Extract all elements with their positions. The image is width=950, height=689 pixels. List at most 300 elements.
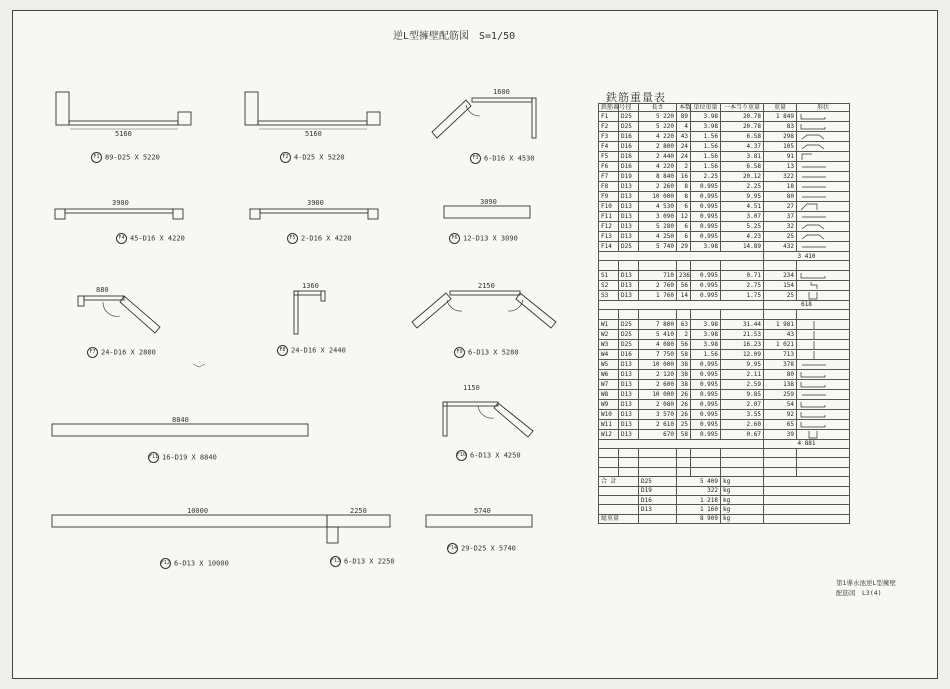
label-f14: F14 29-D25 X 5740 <box>448 544 516 553</box>
label-f12: F12 6-D13 X 10000 <box>161 559 229 568</box>
summary-unit: kg <box>721 486 764 495</box>
table-cell: 9.85 <box>721 389 764 399</box>
table-cell: 2 <box>677 329 691 339</box>
shape-cell <box>797 409 850 419</box>
table-cell: 0.995 <box>691 429 721 439</box>
table-cell: 43 <box>677 132 691 142</box>
shape-cell <box>797 419 850 429</box>
table-cell: W9 <box>599 399 619 409</box>
shape-cell <box>797 319 850 329</box>
table-cell: 20.12 <box>721 172 764 182</box>
shape-cell <box>797 369 850 379</box>
blank-cell <box>764 458 797 467</box>
subtotal-spacer <box>599 439 764 448</box>
table-cell: 105 <box>764 142 797 152</box>
shape-cell <box>797 280 850 290</box>
table-cell: 10 000 <box>639 389 677 399</box>
blank-cell <box>677 458 691 467</box>
table-cell: W6 <box>599 369 619 379</box>
table-cell: 0.71 <box>721 270 764 280</box>
shape-f4 <box>55 209 183 219</box>
shape-cell <box>797 329 850 339</box>
dim-f9: 2150 <box>478 282 495 290</box>
label-f5: F5 2-D16 X 4220 <box>287 233 352 244</box>
subtotal-spacer <box>599 300 764 309</box>
title-block-line2: 配筋図 L3(4) <box>836 589 882 597</box>
blank-cell <box>639 310 677 319</box>
dim-f4: 3900 <box>112 199 129 207</box>
shape-cell <box>797 212 850 222</box>
label-f9: F9 6-D13 X 5280 <box>454 347 519 358</box>
table-row <box>599 242 850 252</box>
table-row <box>599 142 850 152</box>
subtotal-row <box>599 300 850 309</box>
table-cell: 18 <box>764 182 797 192</box>
table-cell: F9 <box>599 192 619 202</box>
table-cell: F8 <box>599 182 619 192</box>
blank-cell <box>797 448 850 457</box>
shape-f6 <box>444 206 530 218</box>
table-row <box>599 192 850 202</box>
table-cell: 710 <box>639 270 677 280</box>
table-cell: 25 <box>764 290 797 300</box>
table-cell: 0.995 <box>691 379 721 389</box>
table-cell: 0.995 <box>691 290 721 300</box>
table-cell: 9.95 <box>721 359 764 369</box>
shape-cell <box>797 182 850 192</box>
blank-cell <box>691 458 721 467</box>
blank-cell <box>639 458 677 467</box>
table-row <box>599 122 850 132</box>
shape-cell <box>797 399 850 409</box>
table-cell: 3.07 <box>721 212 764 222</box>
table-cell: 0.995 <box>691 369 721 379</box>
table-cell: 4 530 <box>639 202 677 212</box>
shape-cell <box>797 202 850 212</box>
summary-unit: kg <box>721 495 764 504</box>
table-cell: W3 <box>599 339 619 349</box>
table-cell: D13 <box>619 212 639 222</box>
blank-cell <box>599 458 619 467</box>
shape-cell <box>797 349 850 359</box>
table-cell: 14 <box>677 290 691 300</box>
summary-label: 総重量 <box>599 514 639 523</box>
table-cell: F1 <box>599 112 619 122</box>
shape-cell <box>797 429 850 439</box>
table-cell: S3 <box>599 290 619 300</box>
table-row <box>599 162 850 172</box>
table-cell: F10 <box>599 202 619 212</box>
blank-cell <box>677 310 691 319</box>
label-f7: F7 24-D16 X 2800 <box>87 347 156 358</box>
table-cell: 26 <box>677 409 691 419</box>
blank-cell <box>599 310 619 319</box>
blank-cell <box>677 261 691 270</box>
table-cell: 5 740 <box>639 242 677 252</box>
blank-cell <box>797 310 850 319</box>
summary-dia <box>639 514 677 523</box>
dim-f14: 5740 <box>474 507 491 515</box>
table-row <box>599 409 850 419</box>
table-row <box>599 290 850 300</box>
table-cell: 3 570 <box>639 409 677 419</box>
table-cell: 5 280 <box>639 222 677 232</box>
table-cell: F12 <box>599 222 619 232</box>
summary-label: 合 計 <box>599 477 639 486</box>
table-cell: 38 <box>677 369 691 379</box>
shape-cell <box>797 122 850 132</box>
table-cell: 2.25 <box>691 172 721 182</box>
table-cell: 32 <box>764 222 797 232</box>
header-cell: 重量 <box>764 104 797 112</box>
table-cell: 13 <box>764 162 797 172</box>
table-cell: 5 220 <box>639 112 677 122</box>
table-cell: 322 <box>764 172 797 182</box>
table-row <box>599 349 850 359</box>
table-body <box>599 112 850 524</box>
table-cell: 1 981 <box>764 319 797 329</box>
table-cell: 5 410 <box>639 329 677 339</box>
table-cell: D25 <box>619 112 639 122</box>
shape-cell <box>797 112 850 122</box>
summary-label <box>599 505 639 514</box>
blank-cell <box>619 467 639 476</box>
label-f8: F8 24-D16 X 2440 <box>277 345 346 356</box>
table-title: 鉄筋重量表 <box>606 91 666 104</box>
table-cell: 4 <box>677 122 691 132</box>
table-cell: 1 760 <box>639 290 677 300</box>
dim-f13: 2250 <box>350 507 367 515</box>
table-cell: 1.56 <box>691 349 721 359</box>
table-cell: 58 <box>677 429 691 439</box>
table-cell: 259 <box>764 389 797 399</box>
blank-cell <box>764 467 797 476</box>
blank-row <box>599 448 850 457</box>
table-cell: 4 220 <box>639 132 677 142</box>
table-cell: F4 <box>599 142 619 152</box>
summary-spacer <box>764 477 850 486</box>
table-cell: D13 <box>619 379 639 389</box>
table-cell: 2 120 <box>639 369 677 379</box>
dim-f6: 3090 <box>480 198 497 206</box>
summary-row <box>599 486 850 495</box>
summary-row <box>599 505 850 514</box>
table-cell: 234 <box>764 270 797 280</box>
blank-cell <box>797 458 850 467</box>
subtotal-value: 3 410 <box>764 252 850 261</box>
table-cell: 26 <box>677 399 691 409</box>
table-cell: 0.995 <box>691 270 721 280</box>
table-row <box>599 319 850 329</box>
table-cell: D13 <box>619 222 639 232</box>
blank-cell <box>721 310 764 319</box>
blank-cell <box>691 261 721 270</box>
table-row <box>599 112 850 122</box>
table-cell: W1 <box>599 319 619 329</box>
table-cell: D16 <box>619 152 639 162</box>
summary-spacer <box>764 514 850 523</box>
summary-row <box>599 495 850 504</box>
shape-f13 <box>327 515 390 543</box>
table-cell: D13 <box>619 290 639 300</box>
table-cell: 8 840 <box>639 172 677 182</box>
table-cell: D16 <box>619 142 639 152</box>
table-cell: F13 <box>599 232 619 242</box>
table-cell: 1 849 <box>764 112 797 122</box>
table-cell: D16 <box>619 162 639 172</box>
table-cell: D13 <box>619 270 639 280</box>
table-cell: W5 <box>599 359 619 369</box>
table-cell: 3.98 <box>691 112 721 122</box>
table-cell: 8 <box>677 182 691 192</box>
subtotal-value: 618 <box>764 300 850 309</box>
header-cell: 単位重量 <box>691 104 721 112</box>
table-cell: 3.98 <box>691 242 721 252</box>
shape-f12 <box>52 515 327 527</box>
table-cell: 3.98 <box>691 122 721 132</box>
table-cell: 5 220 <box>639 122 677 132</box>
table-cell: D25 <box>619 319 639 329</box>
blank-cell <box>721 448 764 457</box>
summary-label <box>599 486 639 495</box>
shape-cell <box>797 192 850 202</box>
blank-cell <box>691 310 721 319</box>
shape-f7 <box>78 296 160 333</box>
table-row <box>599 232 850 242</box>
summary-weight: 5 409 <box>677 477 721 486</box>
shape-cell <box>797 359 850 369</box>
table-cell: D13 <box>619 359 639 369</box>
table-cell: 6 <box>677 202 691 212</box>
table-cell: 83 <box>764 122 797 132</box>
header-cell: 本数 <box>677 104 691 112</box>
table-cell: 2 600 <box>639 379 677 389</box>
table-cell: 0.995 <box>691 389 721 399</box>
table-cell: 4.37 <box>721 142 764 152</box>
table-cell: 26 <box>677 389 691 399</box>
table-header-row <box>599 104 850 112</box>
header-cell: 鉄筋番号 <box>599 104 619 112</box>
shape-cell <box>797 270 850 280</box>
summary-dia: D25 <box>639 477 677 486</box>
table-cell: 3.98 <box>691 329 721 339</box>
shape-f9 <box>412 291 556 328</box>
table-cell: D16 <box>619 132 639 142</box>
table-cell: 12.09 <box>721 349 764 359</box>
table-cell: 1 021 <box>764 339 797 349</box>
table-row <box>599 369 850 379</box>
table-cell: W11 <box>599 419 619 429</box>
summary-dia: D16 <box>639 495 677 504</box>
blank-cell <box>599 448 619 457</box>
table-cell: 3.98 <box>691 339 721 349</box>
table-cell: W4 <box>599 349 619 359</box>
table-row <box>599 280 850 290</box>
blank-cell <box>691 448 721 457</box>
table-cell: 2.59 <box>721 379 764 389</box>
table-cell: F7 <box>599 172 619 182</box>
table-cell: 10 000 <box>639 192 677 202</box>
shape-cell <box>797 132 850 142</box>
table-cell: 3 090 <box>639 212 677 222</box>
shape-f3 <box>432 98 536 138</box>
table-cell: D13 <box>619 429 639 439</box>
table-cell: D25 <box>619 122 639 132</box>
table-cell: D25 <box>619 329 639 339</box>
table-cell: 56 <box>677 339 691 349</box>
table-cell: W7 <box>599 379 619 389</box>
table-row <box>599 429 850 439</box>
table-cell: D13 <box>619 280 639 290</box>
table-cell: 21.53 <box>721 329 764 339</box>
summary-spacer <box>764 495 850 504</box>
blank-row <box>599 458 850 467</box>
table-row <box>599 172 850 182</box>
header-cell: 径 <box>619 104 639 112</box>
table-cell: F11 <box>599 212 619 222</box>
shape-cell <box>797 339 850 349</box>
table-cell: 2.11 <box>721 369 764 379</box>
subtotal-row <box>599 439 850 448</box>
table-cell: W2 <box>599 329 619 339</box>
blank-cell <box>691 467 721 476</box>
table-cell: 12 <box>677 212 691 222</box>
summary-spacer <box>764 505 850 514</box>
table-cell: 1.75 <box>721 290 764 300</box>
table-cell: 31.44 <box>721 319 764 329</box>
table-cell: 56 <box>677 280 691 290</box>
table-row <box>599 419 850 429</box>
table-cell: 92 <box>764 409 797 419</box>
table-cell: 670 <box>639 429 677 439</box>
table-cell: 37 <box>764 212 797 222</box>
shape-f11 <box>52 424 308 436</box>
table-cell: 9.95 <box>721 192 764 202</box>
table-cell: S1 <box>599 270 619 280</box>
table-cell: 89 <box>677 112 691 122</box>
dim-f1: 5160 <box>115 130 132 138</box>
table-row <box>599 329 850 339</box>
table-cell: 378 <box>764 359 797 369</box>
summary-weight: 1 160 <box>677 505 721 514</box>
blank-cell <box>677 467 691 476</box>
table-cell: 5.25 <box>721 222 764 232</box>
table-cell: 80 <box>764 369 797 379</box>
table-cell: 0.995 <box>691 202 721 212</box>
table-cell: 2 <box>677 162 691 172</box>
blank-cell <box>764 448 797 457</box>
summary-unit: kg <box>721 477 764 486</box>
table-row <box>599 270 850 280</box>
shape-f1 <box>56 92 191 129</box>
table-row <box>599 182 850 192</box>
table-cell: 6.58 <box>721 132 764 142</box>
table-cell: 1.56 <box>691 142 721 152</box>
table-cell: 1.56 <box>691 162 721 172</box>
summary-unit: kg <box>721 514 764 523</box>
table-cell: 4.51 <box>721 202 764 212</box>
table-cell: F2 <box>599 122 619 132</box>
label-f11: F11 16-D19 X 8840 <box>149 453 217 462</box>
table-row <box>599 339 850 349</box>
summary-row <box>599 514 850 523</box>
table-row <box>599 152 850 162</box>
table-row <box>599 399 850 409</box>
table-cell: 0.995 <box>691 409 721 419</box>
table-cell: D13 <box>619 419 639 429</box>
table-cell: 20.78 <box>721 122 764 132</box>
blank-cell <box>677 448 691 457</box>
dim-f5: 3900 <box>307 199 324 207</box>
table-row <box>599 379 850 389</box>
shape-cell <box>797 172 850 182</box>
table-cell: F6 <box>599 162 619 172</box>
blank-cell <box>619 310 639 319</box>
shape-f5 <box>250 209 378 219</box>
rebar-weight-table <box>598 103 850 524</box>
table-cell: 1.56 <box>691 152 721 162</box>
shape-f10 <box>443 402 533 437</box>
subtotal-spacer <box>599 252 764 261</box>
table-cell: D13 <box>619 192 639 202</box>
shape-cell <box>797 389 850 399</box>
table-cell: 0.995 <box>691 359 721 369</box>
table-cell: D13 <box>619 369 639 379</box>
summary-unit: kg <box>721 505 764 514</box>
dim-f10: 1150 <box>463 384 480 392</box>
table-cell: 3.55 <box>721 409 764 419</box>
table-row <box>599 359 850 369</box>
table-row <box>599 389 850 399</box>
table-cell: 2.25 <box>721 182 764 192</box>
table-cell: 0.995 <box>691 212 721 222</box>
table-cell: 2.60 <box>721 419 764 429</box>
table-cell: 1.56 <box>691 132 721 142</box>
table-cell: W8 <box>599 389 619 399</box>
dim-f2: 5160 <box>305 130 322 138</box>
shape-cell <box>797 162 850 172</box>
table-cell: 0.995 <box>691 182 721 192</box>
table-cell: 3.98 <box>691 319 721 329</box>
table-cell: 2 440 <box>639 152 677 162</box>
dim-f12: 10000 <box>187 507 209 515</box>
blank-cell <box>619 458 639 467</box>
blank-cell <box>639 467 677 476</box>
header-cell: 長さ <box>639 104 677 112</box>
label-f2: F2 4-D25 X 5220 <box>280 152 345 163</box>
blank-cell <box>721 467 764 476</box>
summary-dia: D19 <box>639 486 677 495</box>
table-cell: 2.75 <box>721 280 764 290</box>
table-cell: W12 <box>599 429 619 439</box>
shape-cell <box>797 232 850 242</box>
dim-f11: 8840 <box>172 416 189 424</box>
blank-cell <box>721 261 764 270</box>
table-cell: 65 <box>764 419 797 429</box>
table-cell: 6.58 <box>721 162 764 172</box>
summary-weight: 322 <box>677 486 721 495</box>
shape-cell <box>797 222 850 232</box>
table-cell: 16.23 <box>721 339 764 349</box>
table-cell: 24 <box>677 152 691 162</box>
blank-cell <box>639 261 677 270</box>
blank-cell <box>639 448 677 457</box>
label-f3: F3 6-D16 X 4530 <box>470 153 535 164</box>
table-cell: D13 <box>619 202 639 212</box>
blank-cell <box>619 448 639 457</box>
blank-row <box>599 467 850 476</box>
blank-cell <box>721 458 764 467</box>
